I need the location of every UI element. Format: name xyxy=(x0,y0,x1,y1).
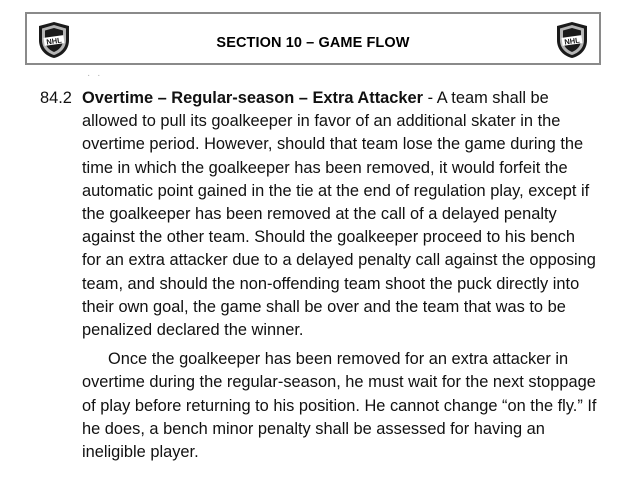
scan-artifact-dots: · · xyxy=(87,70,103,81)
page-title: SECTION 10 – GAME FLOW xyxy=(216,35,410,51)
logo-text: NHL xyxy=(563,35,581,47)
rule-84-2 xyxy=(40,87,600,464)
rule-paragraph-1 xyxy=(82,87,597,342)
rule-title-dash: - xyxy=(423,89,437,107)
logo-text: NHL xyxy=(45,35,63,47)
rule-paragraph-1-text: A team shall be allowed to pull its goalkeeper in favor of an additional skater in the overtime period. However, should that team lose the game during the time in which the goalkeeper has been removed, it would forfeit the automatic point gained in the tie at the end of regulation play, except if the goalkeeper has been removed at the call of a delayed penalty against the other team. Should the goalkeeper proceed to his bench for an extra attacker due to a delayed penalty call against the opposing team, and should the non-offending team shoot the puck directly into their own goal, the game shall be over and the team that was to be penalized declared the winner. xyxy=(82,89,596,340)
rule-number: 84.2 xyxy=(40,89,72,107)
section-header xyxy=(25,12,601,65)
rule-body xyxy=(82,87,597,464)
nhl-logo-icon xyxy=(553,20,591,60)
rule-title: Overtime – Regular-season – Extra Attacker xyxy=(82,89,424,107)
rule-paragraph-2: Once the goalkeeper has been removed for an extra attacker in overtime during the regular-season, he must wait for the next stoppage of play before returning to his position. He cannot change “on the fly.” If he does, a bench minor penalty shall be assessed for having an ineligible player. xyxy=(82,350,597,462)
